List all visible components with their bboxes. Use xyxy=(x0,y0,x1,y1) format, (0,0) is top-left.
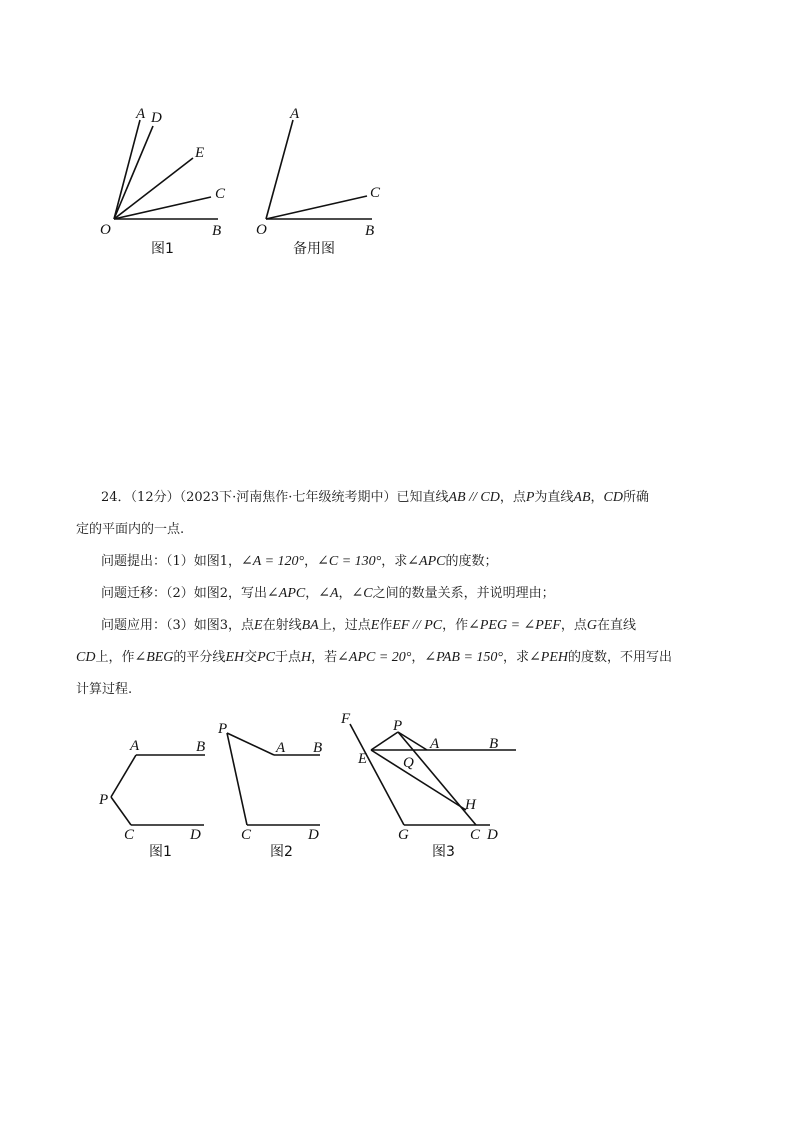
caption-backup: 备用图 xyxy=(293,241,335,257)
math-angle-a: ∠A = 120° xyxy=(241,554,305,569)
top-figures xyxy=(0,0,800,270)
question-3 xyxy=(76,610,724,642)
stem-text: ， xyxy=(590,490,604,505)
ray-OD xyxy=(114,126,153,219)
label-P: P xyxy=(99,792,109,808)
q3-text: ，若 xyxy=(311,650,338,665)
q3-text: 上，作 xyxy=(95,650,135,665)
question-3-line3: 计算过程. xyxy=(76,682,133,697)
math-angle-c: ∠C = 130° xyxy=(317,554,382,569)
q3-text: ，点 xyxy=(560,618,587,633)
math-angle-pab-150: ∠PAB = 150° xyxy=(424,650,504,665)
label-E: E xyxy=(195,145,205,161)
q3-text: ，作 xyxy=(442,618,469,633)
label-F: F xyxy=(341,711,351,727)
q2-text: ， xyxy=(338,586,352,601)
math-pc: PC xyxy=(257,650,276,665)
label-B: B xyxy=(196,739,206,755)
caption-fig1: 图1 xyxy=(149,844,172,860)
math-angle-apc: ∠APC xyxy=(407,554,446,569)
label-D: D xyxy=(151,110,162,126)
segment-EP xyxy=(371,732,398,750)
segment-PC xyxy=(111,797,131,825)
problem-source: （2023下·河南焦作·七年级统考期中） xyxy=(179,490,397,505)
math-angle-c: ∠C xyxy=(351,586,373,601)
label-B: B xyxy=(313,740,323,756)
label-D: D xyxy=(190,827,201,843)
label-C: C xyxy=(215,186,226,202)
figure-3-parallel xyxy=(340,711,516,860)
q3-text: ，求 xyxy=(503,650,530,665)
label-A: A xyxy=(136,106,146,122)
segment-FG xyxy=(350,724,404,825)
figure-1-parallel xyxy=(98,738,205,860)
q1-text: 的度数； xyxy=(445,554,498,569)
stem-text: ，点 xyxy=(499,490,526,505)
q2-text: 之间的数量关系，并说明理由； xyxy=(372,586,555,601)
figure-backup xyxy=(256,106,381,257)
label-A-backup: A xyxy=(290,106,300,122)
figure-2-parallel xyxy=(217,721,322,860)
label-P: P xyxy=(393,718,403,734)
stem-text: 为直线 xyxy=(534,490,574,505)
math-ab: AB xyxy=(573,490,591,505)
label-Q: Q xyxy=(403,755,414,771)
math-angle-peh: ∠PEH xyxy=(529,650,569,665)
segment-PC xyxy=(227,733,247,825)
caption-fig1: 图1 xyxy=(151,241,174,257)
figure-1-angles xyxy=(100,106,226,257)
q1-text: ， xyxy=(304,554,318,569)
stem-text: 所确 xyxy=(622,490,649,505)
bottom-figures xyxy=(0,705,800,885)
label-D: D xyxy=(308,827,319,843)
math-angle-a: ∠A xyxy=(318,586,339,601)
label-A: A xyxy=(276,740,286,756)
question-3-line2 xyxy=(76,642,724,674)
math-e: E xyxy=(254,618,263,633)
q2-text: ， xyxy=(305,586,319,601)
label-P: P xyxy=(218,721,228,737)
label-E: E xyxy=(358,751,368,767)
math-cd: CD xyxy=(76,650,96,665)
q3-text: 于点 xyxy=(275,650,302,665)
label-B: B xyxy=(212,223,222,239)
problem-24 xyxy=(76,482,724,706)
label-C-backup: C xyxy=(370,185,381,201)
label-A: A xyxy=(430,736,440,752)
q3-text: 上，过点 xyxy=(318,618,371,633)
stem-text: 已知直线 xyxy=(396,490,449,505)
label-O: O xyxy=(100,222,111,238)
q1-text: ，求 xyxy=(381,554,408,569)
math-angle-peg: ∠PEG = ∠PEF xyxy=(468,618,561,633)
ray-OA-backup xyxy=(266,120,293,219)
problem-score: （12分） xyxy=(130,490,180,505)
label-H: H xyxy=(465,797,476,813)
segment-PA xyxy=(398,732,427,750)
q2-text: 问题迁移：（2）如图2，写出 xyxy=(101,586,268,601)
math-h: H xyxy=(301,650,312,665)
math-ba: BA xyxy=(301,618,319,633)
problem-number: 24． xyxy=(101,490,131,505)
problem-stem-line2: 定的平面内的一点. xyxy=(76,522,185,537)
math-ab-parallel-cd: AB // CD xyxy=(448,490,500,505)
q1-text: 问题提出：（1）如图1， xyxy=(101,554,242,569)
math-cd: CD xyxy=(603,490,623,505)
label-O-backup: O xyxy=(256,222,267,238)
question-1 xyxy=(76,546,724,578)
ray-OC-backup xyxy=(266,196,367,219)
label-C: C xyxy=(470,827,481,843)
math-p: P xyxy=(525,490,535,505)
caption-fig3: 图3 xyxy=(432,844,455,860)
q3-text: 作 xyxy=(379,618,393,633)
segment-AP xyxy=(111,755,136,797)
question-2 xyxy=(76,578,724,610)
q3-text: 在直线 xyxy=(597,618,637,633)
label-C: C xyxy=(241,827,252,843)
label-D: D xyxy=(487,827,498,843)
problem-stem xyxy=(76,482,724,514)
q3-text: ， xyxy=(411,650,425,665)
label-B-backup: B xyxy=(365,223,375,239)
q3-text: 的度数，不用写出 xyxy=(568,650,673,665)
segment-EH xyxy=(371,750,466,810)
math-eh: EH xyxy=(225,650,245,665)
caption-fig2: 图2 xyxy=(270,844,293,860)
q3-text: 在射线 xyxy=(262,618,302,633)
label-C: C xyxy=(124,827,135,843)
segment-PA xyxy=(227,733,274,755)
math-angle-apc: ∠APC xyxy=(267,586,306,601)
q3-text: 的平分线 xyxy=(173,650,226,665)
label-A: A xyxy=(130,738,140,754)
math-ef-parallel-pc: EF // PC xyxy=(392,618,443,633)
math-angle-apc-20: ∠APC = 20° xyxy=(337,650,412,665)
label-B: B xyxy=(489,736,499,752)
label-G: G xyxy=(398,827,409,843)
q3-text: 交 xyxy=(244,650,258,665)
math-e: E xyxy=(370,618,380,633)
q3-text: 问题应用：（3）如图3，点 xyxy=(101,618,255,633)
ray-OA xyxy=(114,120,140,219)
math-g: G xyxy=(586,618,598,633)
math-angle-beg: ∠BEG xyxy=(134,650,174,665)
